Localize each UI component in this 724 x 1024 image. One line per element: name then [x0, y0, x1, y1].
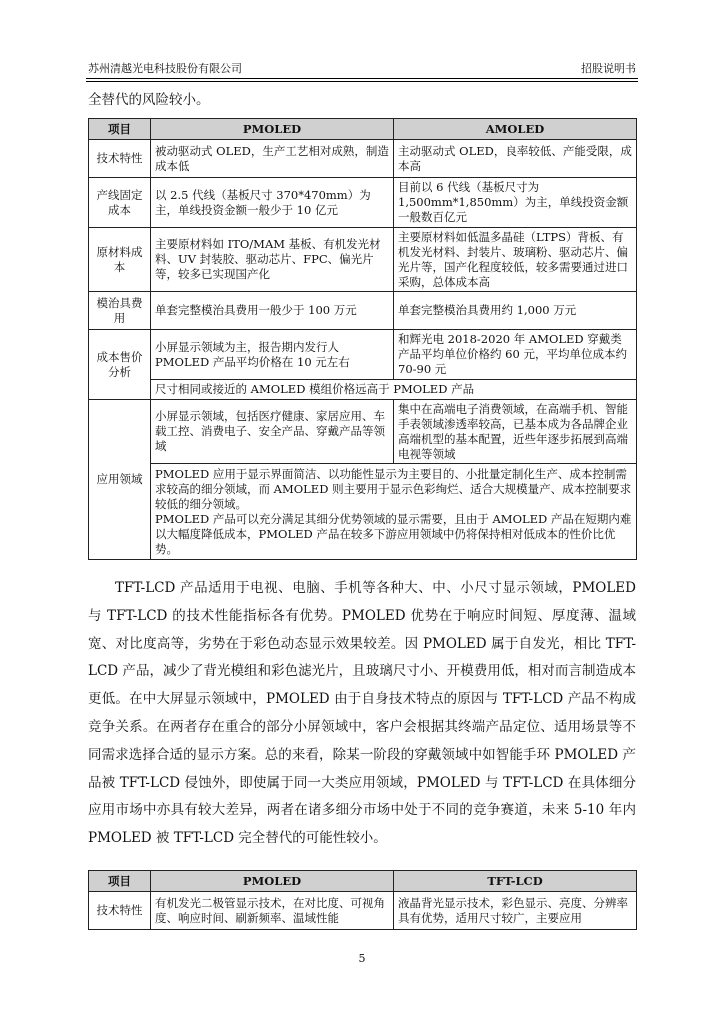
row-item: 原材料成本	[89, 228, 151, 292]
row-item: 技术特性	[89, 892, 151, 930]
cell-pmoled: 有机发光二极管显示技术，在对比度、可视角度、响应时间、刷新频率、温域性能	[151, 892, 394, 930]
merged-paragraph-2: PMOLED 产品可以充分满足其细分优势领域的显示需要，且由于 AMOLED 产品在短期内难以大幅度降低成本，PMOLED 产品在较多下游应用领域中仍将保持相对低成本的性价比优势。	[155, 511, 632, 556]
header-pmoled: PMOLED	[151, 871, 394, 892]
table-row	[89, 178, 637, 228]
header-tftlcd: TFT-LCD	[394, 871, 637, 892]
cell-pmoled: 主要原材料如 ITO/MAM 基板、有机发光材料、UV 封装胶、驱动芯片、FPC、偏光片等，较多已实现国产化	[151, 228, 394, 292]
header-pmoled: PMOLED	[151, 119, 394, 140]
cell-pmoled: 小屏显示领域，包括医疗健康、家居应用、车载工控、消费电子、安全产品、穿戴产品等领域	[151, 400, 394, 464]
table-header-row	[89, 119, 637, 140]
body-paragraph: TFT-LCD 产品适用于电视、电脑、手机等各种大、中、小尺寸显示领域，PMOLED 与 TFT-LCD 的技术性能指标各有优势。PMOLED 优势在于响应时间短、厚度薄、温域宽、对比度高等，劣势在于彩色动态显示效果较差。因 PMOLED 属于自发光，相比 TFT-LCD 产品，减少了背光模组和彩色滤光片，且玻璃尺寸小、开模费用低，相对而言制造成本更低。在中大屏显示领域中，PMOLED 由于自身技术特点的原因与 TFT-LCD 产品不构成竞争关系。在两者存在重合的部分小屏领域中，客户会根据其终端产品定位、适用场景等不同需求选择合适的显示方案。总的来看，除某一阶段的穿戴领域中如智能手环 PMOLED 产品被 TFT-LCD 侵蚀外，即使属于同一大类应用领域，PMOLED 与 TFT-LCD 在具体细分应用市场中亦具有较大差异，两者在诸多细分市场中处于不同的竞争赛道，未来 5-10 年内 PMOLED 被 TFT-LCD 完全替代的可能性较小。	[88, 580, 636, 847]
intro-text: 全替代的风险较小。	[88, 92, 210, 108]
page-number: 5	[358, 952, 366, 965]
table-row	[89, 330, 637, 380]
table-row	[89, 400, 637, 464]
cell-amoled: 单套完整模治具费用约 1,000 万元	[394, 292, 637, 330]
table-row	[89, 228, 637, 292]
cell-pmoled: 以 2.5 代线（基板尺寸 370*470mm）为主，单线投资金额一般少于 10 亿元	[151, 178, 394, 228]
cell-tftlcd: 液晶背光显示技术，彩色显示、亮度、分辨率具有优势，适用尺寸较广，主要应用	[394, 892, 637, 930]
cell-amoled: 主要原材料如低温多晶硅（LTPS）背板、有机发光材料、封装片、玻璃粉、驱动芯片、偏光片等，国产化程度较低，较多需要通过进口采购，总体成本高	[394, 228, 637, 292]
header-company: 苏州清越光电科技股份有限公司	[88, 62, 242, 75]
table-row	[89, 464, 637, 560]
table-row	[89, 892, 637, 930]
cell-merged: 尺寸相同或接近的 AMOLED 模组价格远高于 PMOLED 产品	[151, 380, 637, 400]
row-item: 技术特性	[89, 140, 151, 178]
cell-amoled: 目前以 6 代线（基板尺寸为 1,500mm*1,850mm）为主，单线投资金额一般数百亿元	[394, 178, 637, 228]
cell-amoled: 主动驱动式 OLED，良率较低、产能受限，成本高	[394, 140, 637, 178]
row-item: 成本售价分析	[89, 330, 151, 400]
merged-paragraph-1: PMOLED 应用于显示界面简洁、以功能性显示为主要目的、小批量定制化生产、成本控制需求较高的细分领域，而 AMOLED 则主要用于显示色彩绚烂、适合大规模量产、成本控制要求较低的细分领域。	[155, 466, 632, 511]
table-row	[89, 292, 637, 330]
table-row	[89, 140, 637, 178]
table-row	[89, 380, 637, 400]
pmoled-tftlcd-table	[88, 870, 637, 930]
row-item: 模治具费用	[89, 292, 151, 330]
header-doc-type: 招股说明书	[581, 62, 636, 75]
cell-amoled: 集中在高端电子消费领域，在高端手机、智能手表领域渗透率较高，已基本成为各品牌企业高端机型的基本配置，近些年逐步拓展到高端电视等领域	[394, 400, 637, 464]
cell-pmoled: 被动驱动式 OLED，生产工艺相对成熟，制造成本低	[151, 140, 394, 178]
header-amoled: AMOLED	[394, 119, 637, 140]
row-item: 产线固定成本	[89, 178, 151, 228]
table-header-row	[89, 871, 637, 892]
header-item: 项目	[89, 119, 151, 140]
header-rule	[86, 78, 638, 82]
header-item: 项目	[89, 871, 151, 892]
row-item: 应用领域	[89, 400, 151, 560]
cell-pmoled: 单套完整模治具费用一般少于 100 万元	[151, 292, 394, 330]
cell-pmoled: 小屏显示领域为主，报告期内发行人 PMOLED 产品平均价格在 10 元左右	[151, 330, 394, 380]
cell-merged	[151, 464, 637, 560]
pmoled-amoled-table	[88, 118, 637, 560]
cell-amoled: 和辉光电 2018-2020 年 AMOLED 穿戴类产品平均单位价格约 60 元，平均单位成本约 70-90 元	[394, 330, 637, 380]
